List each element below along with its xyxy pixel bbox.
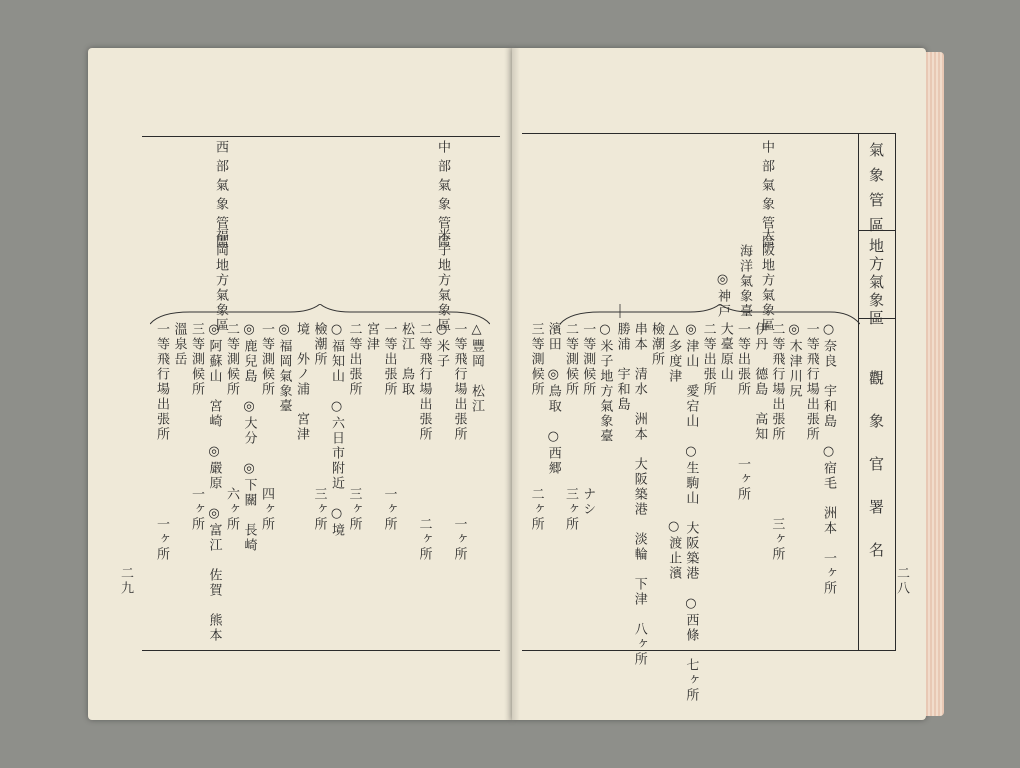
page-edges <box>926 52 944 716</box>
left-column-6: 宮津 <box>364 322 379 352</box>
header-kansho: 氣象管區 <box>867 142 885 242</box>
left-west-sub: 福岡地方氣象區 <box>213 228 228 333</box>
right-column-15: 二等測候所 三ヶ所 <box>563 322 578 532</box>
right-region-sub: 大阪地方氣象區 <box>759 228 774 333</box>
right-column-4: 伊丹 德島 高知 <box>752 322 768 442</box>
right-column-13: ○米子地方氣象臺 <box>597 322 613 444</box>
left-column-12: 一等測候所 四ヶ所 <box>259 322 274 532</box>
left-column-13: ◎鹿兒島 ◎大分 ◎下關 長崎 <box>241 322 257 553</box>
left-column-15: ◎阿蘇山 宮崎 ◎嚴原 ◎富江 佐賀 熊本 <box>206 322 222 643</box>
right-column-10: 檢潮所 <box>649 322 664 367</box>
right-column-7: 二等出張所 <box>700 322 716 397</box>
header-chiho: 地方氣象區 <box>867 238 885 328</box>
left-column-7: 二等出張所 三ヶ所 <box>346 322 362 532</box>
left-column-14: 二等測候所 六ヶ所 <box>224 322 239 532</box>
right-column-9: △多度津 ○渡止濱 <box>666 322 682 581</box>
header-kansoku: 觀象官署名 <box>867 370 885 585</box>
right-column-0: ○奈良 宇和島 ○宿毛 洲本 一ヶ所 <box>821 322 836 596</box>
right-column-6: 大臺原山 <box>717 322 733 382</box>
left-column-11: ◎福岡氣象臺 <box>276 322 292 414</box>
right-bottom-rule <box>522 650 896 651</box>
left-center-sub: 米子地方氣象區 <box>435 228 450 333</box>
right-column-12: 勝浦 宇和島 <box>614 322 630 412</box>
left-column-18: 一等飛行場出張所 一ヶ所 <box>154 322 169 562</box>
right-column-16: 濱田 ◎鳥取 ○西郷 <box>545 322 561 476</box>
right-column-17: 三等測候所 二ヶ所 <box>528 322 544 532</box>
marine-observatory: 海洋氣象臺 <box>737 244 752 319</box>
kobe-observatory: ◎神戸 <box>715 272 730 319</box>
right-region-title: 中部氣象管區 <box>759 140 774 254</box>
left-column-2: ○米子 <box>434 322 449 369</box>
left-column-8: ○福知山 ○六日市附近 ○境 <box>329 322 344 538</box>
left-column-3: 二等飛行場出張所 二ヶ所 <box>416 322 432 562</box>
left-column-0: △豐岡 松江 <box>469 322 484 414</box>
right-column-3: 二等飛行場出張所 三ヶ所 <box>769 322 785 562</box>
left-page-number: 二九 <box>118 566 133 596</box>
left-column-5: 一等出張所 一ヶ所 <box>381 322 397 532</box>
left-bottom-rule <box>142 650 500 651</box>
left-column-17: 溫泉岳 <box>171 322 187 367</box>
left-top-rule <box>142 136 500 137</box>
right-column-5: 一等出張所 一ヶ所 <box>735 322 750 502</box>
left-column-4: 松江 鳥取 <box>399 322 414 397</box>
right-header-rule-1 <box>858 133 859 650</box>
right-column-1: 一等飛行場出張所 <box>803 322 819 442</box>
left-column-9: 檢潮所 三ヶ所 <box>311 322 327 532</box>
book-gutter <box>504 48 520 720</box>
right-column-11: 串本 清水 洲本 大阪築港 淡輪 下津 八ヶ所 <box>631 322 647 667</box>
right-column-2: ◎木津川尻 <box>786 322 802 399</box>
left-center-title: 中部氣象管區 <box>435 140 450 254</box>
right-column-8: ◎津山 愛宕山 ○生駒山 大阪築港 ○西條 七ヶ所 <box>683 322 699 703</box>
right-column-14: 一等測候所 ナシ <box>580 322 596 517</box>
left-west-title: 西部氣象管區 <box>213 140 228 254</box>
right-top-rule <box>522 133 896 134</box>
right-page-number: 二八 <box>894 566 909 596</box>
left-column-10: 境 外ノ浦 宮津 <box>294 322 309 442</box>
left-column-1: 一等飛行場出張所 一ヶ所 <box>451 322 467 562</box>
left-column-16: 三等測候所 一ヶ所 <box>189 322 204 532</box>
